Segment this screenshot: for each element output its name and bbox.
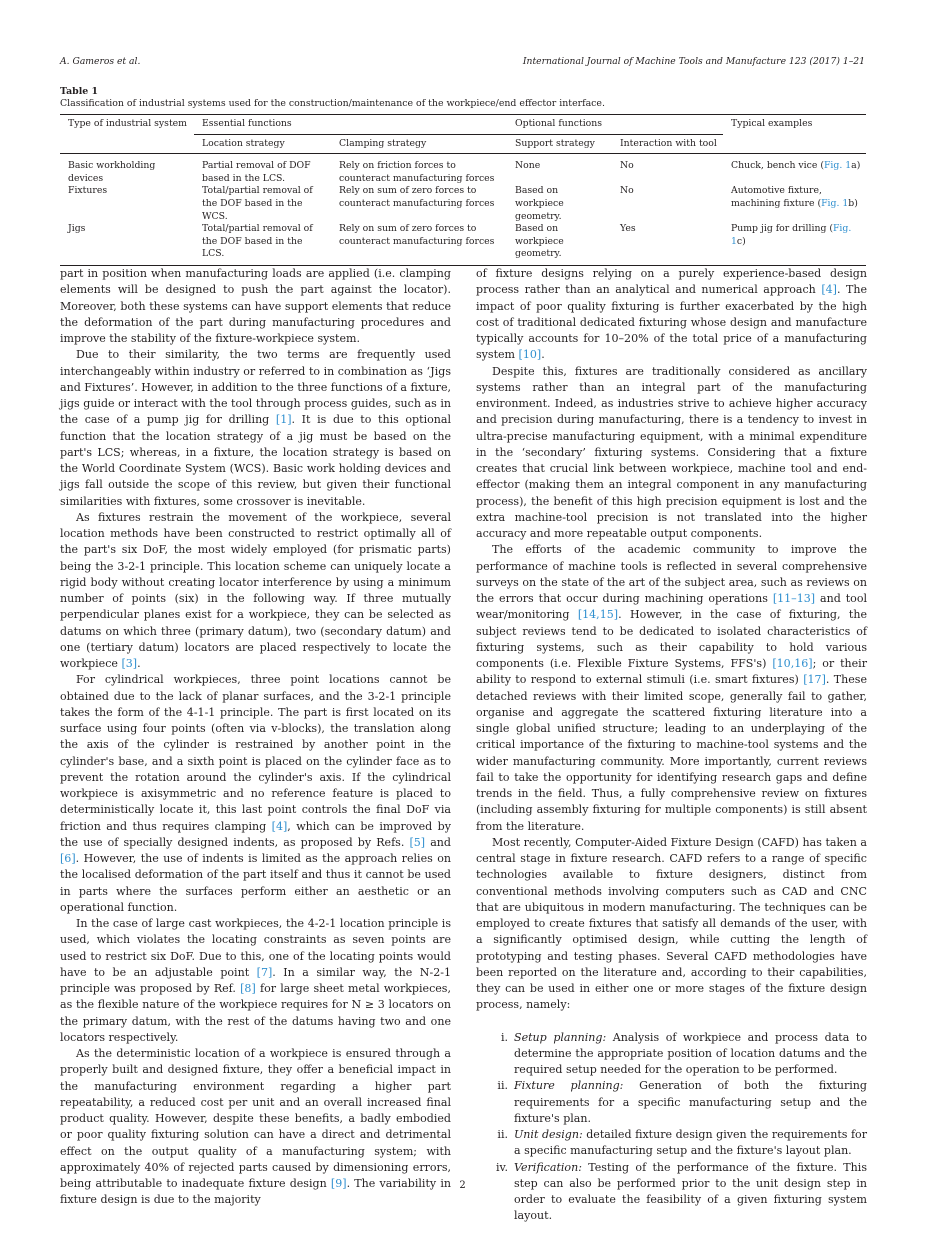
header-support-strategy: Support strategy bbox=[507, 134, 612, 154]
table-header-row bbox=[60, 115, 866, 135]
header-interaction-with-tool: Interaction with tool bbox=[612, 134, 723, 154]
list-term: Fixture planning: bbox=[514, 1079, 624, 1093]
table-caption bbox=[60, 86, 866, 110]
header-essential-functions: Essential functions bbox=[194, 115, 507, 135]
cell-support: Based on workpiece geometry. bbox=[507, 223, 612, 265]
paragraph: Due to their similarity, the two terms are frequently used interchangeably within industry or referred to in combination as ‘Jigs and Fixtures’. However, in addition to the three functions of a fixture, jigs guide or interact with the tool through process guides, such as in the case of a pump jig for drilling [1]. It is due to this optional function that the location strategy of a jig must be based on the part's LCS; whereas, in a fixture, the location strategy is based on the World Coordinate System (WCS). Basic work holding devices and jigs fall outside the scope of this review, but given their functional similarities with fixtures, some crossover is inevitable. bbox=[60, 348, 451, 508]
classification-table bbox=[60, 114, 866, 266]
header-type: Type of industrial system bbox=[60, 115, 194, 135]
citation-link[interactable]: [5] bbox=[409, 835, 426, 849]
cell-example: Chuck, bench vice (Fig. 1a) bbox=[731, 160, 861, 172]
header-clamping-strategy: Clamping strategy bbox=[331, 134, 507, 154]
cell-support: None bbox=[515, 160, 541, 172]
header-optional-functions: Optional functions bbox=[507, 115, 723, 135]
table-caption-text: Classification of industrial systems used for the construction/maintenance of the workpiece/end effector interface. bbox=[60, 98, 605, 109]
citation-link[interactable]: [6] bbox=[60, 852, 76, 865]
list-item: i. Setup planning: Analysis of workpiece and process data to determine the appropriate position of location datums and the required setup needed for the operation to be performed. bbox=[476, 1030, 867, 1079]
figure-link[interactable]: Fig. 1 bbox=[823, 160, 852, 172]
list-term: Unit design: bbox=[514, 1128, 583, 1141]
cell-interaction: Yes bbox=[612, 223, 723, 265]
cell-interaction: No bbox=[620, 185, 634, 197]
list-numeral: ii. bbox=[497, 1079, 508, 1093]
figure-link[interactable]: Fig. 1 bbox=[821, 197, 849, 209]
table-row bbox=[60, 185, 866, 223]
cell-location: Partial removal of DOF based in the LCS. bbox=[202, 160, 311, 184]
paragraph: Despite this, fixtures are traditionally considered as ancillary systems rather than an integral part of the manufacturing environment. Indeed, as industries strive to achieve higher accuracy and precision during manufacturing, there is a tendency to invest in ultra-precise manufacturing equipment, with a minimal expenditure in the ‘secondary’ fixturing systems. Considering that a fixture creates that crucial link between workpiece, machine tool and end-effector (making them an integral component in any manufacturing process), the benefit of this high precision equipment is lost and the extra machine-tool precision is not translated into the higher accuracy and more repeatable output components. bbox=[476, 364, 867, 540]
table-subheader-row bbox=[60, 134, 866, 154]
citation-link[interactable]: [7] bbox=[256, 965, 273, 979]
cell-example: Pump jig for drilling (Fig. 1c) bbox=[723, 223, 866, 265]
cell-clamping: Rely on friction forces to counteract manufacturing forces bbox=[339, 160, 495, 184]
cell-type: Basic workholding devices bbox=[68, 160, 156, 184]
table-row bbox=[60, 154, 866, 186]
cell-location: Total/partial removal of the DOF based in the WCS. bbox=[202, 185, 313, 222]
left-column bbox=[60, 266, 451, 1209]
citation-link[interactable]: [11–13] bbox=[772, 592, 816, 605]
paragraph: For cylindrical workpieces, three point locations cannot be obtained due to the lack of planar surfaces, and the 3-2-1 principle takes the form of the 4-1-1 principle. The part is first located on its surface using four points (often via v-blocks), the translation along the axis of the cylinder is restrained by another point in the cylinder's base, and a sixth point is placed on the cylinder face as to prevent the rotation around the cylinder's axis. If the cylindrical workpiece is axisymmetric and no reference feature is placed to deterministically locate it, this last point controls the final DoF via friction and thus requires clamping [4], which can be improved by the use of specially designed indents, as proposed by Refs. [5] and [6]. However, the use of indents is limited as the approach relies on the localised deformation of the part itself and thus it cannot be used in parts where the surfaces perform either an aesthetic or an operational function. bbox=[60, 673, 451, 914]
citation-link[interactable]: [9] bbox=[330, 1177, 347, 1190]
list-item: iv. Verification: Testing of the performance of the fixture. This step can also be performed prior to the unit design step in order to evaluate the feasibility of a given fixturing system layout. bbox=[476, 1160, 867, 1225]
list-numeral: ii. bbox=[497, 1128, 508, 1141]
citation-link[interactable]: [1] bbox=[275, 413, 292, 427]
list-numeral: iv. bbox=[496, 1160, 508, 1174]
list-term: Verification: bbox=[514, 1160, 582, 1174]
table-number: Table 1 bbox=[60, 86, 99, 97]
citation-link[interactable]: [3] bbox=[121, 657, 138, 670]
paragraph: As the deterministic location of a workpiece is ensured through a properly built and designed fixture, they offer a beneficial impact in the manufacturing environment regarding a higher part repeatability, a reduced cost per unit and an overall increased final product quality. However, despite these benefits, a badly embodied or poor quality fixturing solution can have a direct and detrimental effect on the output quality of a manufacturing system; with approximately 40% of rejected parts caused by dimensioning errors, being attributable to inadequate fixture design [9]. The variability in fixture design is due to the majority bbox=[60, 1047, 451, 1207]
cafd-stages-list bbox=[476, 1030, 867, 1225]
paragraph: part in position when manufacturing loads are applied (i.e. clamping elements will be designed to push the part against the locator). Moreover, both these systems can have support elements that reduce the deformation of the part during manufacturing procedures and improve the stability of the fixture-workpiece system. bbox=[60, 267, 451, 345]
citation-link[interactable]: [4] bbox=[271, 819, 288, 833]
header-typical-examples: Typical examples bbox=[723, 115, 866, 135]
running-header-journal: International Journal of Machine Tools and Manufacture 123 (2017) 1–21 bbox=[522, 56, 865, 67]
list-item: ii. Fixture planning: Generation of both the fixturing requirements for a specific manufacturing setup and the fixture's plan. bbox=[476, 1078, 867, 1127]
cell-support: Based on workpiece geometry. bbox=[515, 185, 564, 222]
cell-interaction: No bbox=[620, 160, 634, 172]
list-numeral: i. bbox=[500, 1030, 508, 1044]
citation-link[interactable]: [17] bbox=[803, 673, 826, 687]
paragraph: In the case of large cast workpieces, the 4-2-1 location principle is used, which violates the locating constraints as seven points are used to restrict six DoF. Due to this, one of the locating points would have to be an adjustable point [7]. In a similar way, the N-2-1 principle was proposed by Ref. [8] for large sheet metal workpieces, as the flexible nature of the workpiece requires for N ≥ 3 locators on the primary datum, with the rest of the datums having two and one locators respectively. bbox=[60, 917, 451, 1044]
citation-link[interactable]: [10,16] bbox=[772, 657, 813, 670]
page-number: 2 bbox=[459, 1180, 466, 1191]
citation-link[interactable]: [14,15] bbox=[577, 608, 619, 622]
citation-link[interactable]: [8] bbox=[240, 982, 256, 995]
running-header-authors: A. Gameros et al. bbox=[60, 56, 141, 67]
cell-clamping: Rely on sum of zero forces to counteract manufacturing forces bbox=[331, 223, 507, 265]
paragraph: Most recently, Computer-Aided Fixture Design (CAFD) has taken a central stage in fixture research. CAFD refers to a range of specific technologies available to fixture designers, distinct from conventional methods involving computers such as CAD and CNC that are ubiquitous in modern manufacturing. The techniques can be employed to create fixtures that satisfy all demands of the user, with a significantly optimised design, while cutting the length of prototyping and testing phases. Several CAFD methodologies have been reported on the literature and, according to their capabilities, they can be used in either one or more stages of the fixture design process, namely: bbox=[476, 835, 867, 1012]
cell-location: Total/partial removal of the DOF based in the LCS. bbox=[194, 223, 331, 265]
right-column bbox=[476, 266, 867, 1225]
paragraph: As fixtures restrain the movement of the workpiece, several location methods have been constructed to restrict optimally all of the part's six DoF, the most widely employed (for prismatic parts) being the 3-2-1 principle. This location scheme can uniquely locate a rigid body without creating locator interference by using a minimum number of points (six) in the following way. If three mutually perpendicular planes exist for a workpiece, they can be selected as datums on which three (primary datum), two (secondary datum) and one (tertiary datum) locators are placed respectively to locate the workpiece [3]. bbox=[60, 510, 451, 670]
figure-link[interactable]: Fig. 1 bbox=[731, 223, 852, 247]
citation-link[interactable]: [10] bbox=[518, 348, 542, 362]
cell-example: Automotive fixture, machining fixture (Fig. 1b) bbox=[731, 185, 858, 209]
cell-type: Fixtures bbox=[68, 185, 108, 197]
paragraph: of fixture designs relying on a purely experience-based design process rather than an analytical and numerical approach [4]. The impact of poor quality fixturing is further exacerbated by the high cost of traditional dedicated fixturing whose design and manufacture typically accounts for 10–20% of the total price of a manufacturing system [10]. bbox=[476, 267, 868, 362]
cell-type: Jigs bbox=[60, 223, 194, 265]
list-item: ii. Unit design: detailed fixture design given the requirements for a specific manufacturing setup and the fixture's layout plan. bbox=[476, 1127, 867, 1160]
citation-link[interactable]: [4] bbox=[821, 283, 837, 297]
list-term: Setup planning: bbox=[514, 1030, 607, 1044]
header-location-strategy: Location strategy bbox=[194, 134, 331, 154]
paragraph: The efforts of the academic community to improve the performance of machine tools is reflected in several comprehensive surveys on the state of the art of the subject area, such as reviews on the errors that occur during machining operations [11–13] and tool wear/monitoring [14,15]. However, in the case of fixturing, the subject reviews tend to be dedicated to isolated characteristics of fixturing systems, such as their capability to hold various components (i.e. Flexible Fixture Systems, FFS's) [10,16]; or their ability to respond to external stimuli (i.e. smart fixtures) [17]. These detached reviews with their limited scope, generally fail to gather, organise and aggregate the scattered fixturing literature into a single global unified structure; leading to an underplaying of the critical importance of the fixturing to machine-tool systems and the wider manufacturing community. More importantly, current reviews fail to take the opportunity for identifying research gaps and define trends in the field. Thus, a fully comprehensive review on fixtures (including assembly fixturing for multiple components) is still absent from the literature. bbox=[476, 543, 867, 833]
cell-clamping: Rely on sum of zero forces to counteract manufacturing forces bbox=[339, 185, 495, 209]
table-row bbox=[60, 223, 866, 265]
